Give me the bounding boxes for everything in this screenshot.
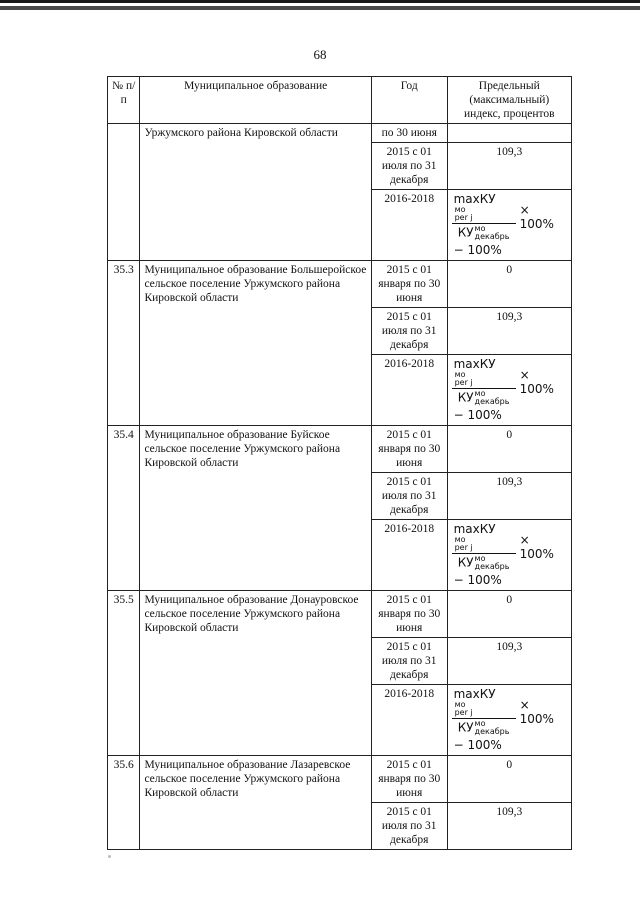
table-body	[108, 124, 572, 850]
index-formula	[452, 522, 567, 587]
municipality-name: Муниципальное образование Донауровское сельское поселение Уржумского района Кировской области	[140, 591, 371, 756]
index-value: 0	[447, 426, 571, 473]
formula-fraction	[452, 192, 516, 241]
formula-minus: − 100%	[453, 243, 502, 257]
table-header-row	[108, 77, 572, 124]
index-formula	[452, 687, 567, 752]
row-number	[108, 124, 140, 261]
period-cell: 2015 с 01 июля по 31 декабря	[371, 143, 447, 190]
period-cell: 2015 с 01 июля по 31 декабря	[371, 473, 447, 520]
period-cell: 2016-2018	[371, 520, 447, 591]
period-cell: 2015 с 01 июля по 31 декабря	[371, 638, 447, 685]
period-cell: 2015 с 01 января по 30 июня	[371, 591, 447, 638]
formula-den-sup: мо	[474, 389, 486, 398]
formula-fraction	[452, 687, 516, 736]
index-value: 109,3	[447, 143, 571, 190]
period-cell: по 30 июня	[371, 124, 447, 143]
index-formula-cell	[447, 190, 571, 261]
index-value: 0	[447, 756, 571, 803]
index-formula	[452, 357, 567, 422]
period-cell: 2015 с 01 января по 30 июня	[371, 261, 447, 308]
municipality-name: Уржумского района Кировской области	[140, 124, 371, 261]
formula-den-sub: декабрь	[474, 562, 510, 571]
municipality-name: Муниципальное образование Большеройское сельское поселение Уржумского района Кировской области	[140, 261, 371, 426]
formula-sup: мо	[454, 205, 466, 214]
index-value: 109,3	[447, 308, 571, 355]
header-year: Год	[371, 77, 447, 124]
municipality-name: Муниципальное образование Буйское сельское поселение Уржумского района Кировской области	[140, 426, 371, 591]
formula-sup: мо	[454, 535, 466, 544]
formula-den-sup: мо	[474, 554, 486, 563]
formula-sub: per j	[454, 543, 473, 552]
period-cell: 2015 с 01 июля по 31 декабря	[371, 308, 447, 355]
formula-sup: мо	[454, 700, 466, 709]
table-row	[108, 591, 572, 638]
table-row	[108, 756, 572, 803]
index-formula-cell	[447, 520, 571, 591]
scan-speck	[108, 855, 111, 858]
formula-sub: per j	[454, 213, 473, 222]
formula-fraction	[452, 522, 516, 571]
municipality-name: Муниципальное образование Лазаревское сельское поселение Уржумского района Кировской области	[140, 756, 371, 850]
page-number: 68	[313, 47, 327, 62]
row-number: 35.5	[108, 591, 140, 756]
formula-den-sup: мо	[474, 224, 486, 233]
index-value: 0	[447, 261, 571, 308]
index-value: 109,3	[447, 473, 571, 520]
index-formula	[452, 192, 567, 257]
formula-max-ku: maxКУ	[453, 522, 496, 536]
formula-ku: КУ	[457, 390, 474, 405]
formula-ku: КУ	[457, 720, 474, 735]
index-value	[447, 124, 571, 143]
header-index: Предельный (максимальный) индекс, процентов	[447, 77, 571, 124]
period-cell: 2015 с 01 января по 30 июня	[371, 756, 447, 803]
index-value: 0	[447, 591, 571, 638]
row-number: 35.3	[108, 261, 140, 426]
period-cell: 2016-2018	[371, 190, 447, 261]
row-number: 35.6	[108, 756, 140, 850]
formula-ku: КУ	[457, 555, 474, 570]
formula-den-sub: декабрь	[474, 232, 510, 241]
formula-minus: − 100%	[453, 738, 502, 752]
formula-times: × 100%	[519, 202, 554, 231]
formula-sup: мо	[454, 370, 466, 379]
period-cell: 2015 с 01 июля по 31 декабря	[371, 803, 447, 850]
formula-den-sub: декабрь	[474, 727, 510, 736]
period-cell: 2016-2018	[371, 685, 447, 756]
table-row	[108, 124, 572, 143]
formula-minus: − 100%	[453, 408, 502, 422]
formula-den-sup: мо	[474, 719, 486, 728]
table-row	[108, 426, 572, 473]
formula-fraction	[452, 357, 516, 406]
formula-sub: per j	[454, 708, 473, 717]
formula-times: × 100%	[519, 367, 554, 396]
header-municipality: Муниципальное образование	[140, 77, 371, 124]
index-formula-cell	[447, 685, 571, 756]
formula-times: × 100%	[519, 532, 554, 561]
index-formula-cell	[447, 355, 571, 426]
formula-minus: − 100%	[453, 573, 502, 587]
formula-max-ku: maxКУ	[453, 192, 496, 206]
formula-max-ku: maxКУ	[453, 357, 496, 371]
index-value: 109,3	[447, 638, 571, 685]
formula-ku: КУ	[457, 225, 474, 240]
formula-times: × 100%	[519, 697, 554, 726]
tariff-index-table	[107, 76, 572, 850]
formula-sub: per j	[454, 378, 473, 387]
header-num: № п/п	[108, 77, 140, 124]
index-value: 109,3	[447, 803, 571, 850]
formula-max-ku: maxКУ	[453, 687, 496, 701]
row-number: 35.4	[108, 426, 140, 591]
formula-den-sub: декабрь	[474, 397, 510, 406]
table-row	[108, 261, 572, 308]
top-border-rule	[0, 0, 640, 13]
period-cell: 2016-2018	[371, 355, 447, 426]
period-cell: 2015 с 01 января по 30 июня	[371, 426, 447, 473]
